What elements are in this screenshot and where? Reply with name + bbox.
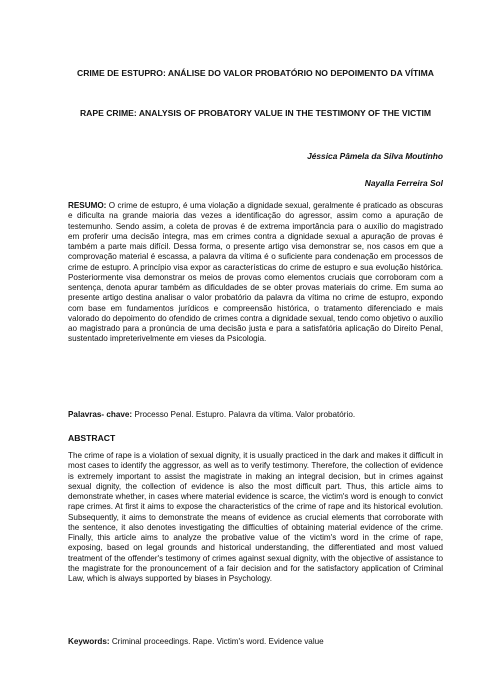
abstract-heading: ABSTRACT (68, 433, 116, 443)
abstract-text: The crime of rape is a violation of sexual dignity, it is usually practiced in the dark and makes it difficult in most cases to identify the aggressor, as well as to verify testimony. Therefore, the collection of evidence is extremely important to assist the magistrate in making an integral decision, but in crimes against sexual dignity, the collection of evidence is also the most difficult part. Thus, this article aims to demonstrate whether, in cases where material evidence is scarce, the victim's word is enough to convict rape crimes. At first it aims to expose the characteristics of the crime of rape and its historical evolution. Subsequently, it aims to demonstrate the means of evidence as crucial elements that corroborate with the sentence, it also denotes investigating the difficulties of obtaining material evidence of the crime. Finally, this article aims to analyze the probative value of the victim's word in the crime of rape, exposing, based on legal grounds and historical understanding, the differentiated and most valued treatment of the offender's testimony of crimes against sexual dignity, with the objective of assistance to the magistrate for the pronouncement of a fair decision and for the satisfactory application of Criminal Law, which is always supported by biases in Psychology. (68, 451, 443, 583)
title-portuguese: CRIME DE ESTUPRO: ANÁLISE DO VALOR PROBATÓRIO NO DEPOIMENTO DA VÍTIMA (77, 68, 434, 78)
resumo-label: RESUMO: (68, 201, 107, 210)
palavras-chave-paragraph (68, 410, 443, 420)
abstract-paragraph (68, 451, 443, 584)
keywords-paragraph (68, 637, 443, 647)
palavras-chave-label: Palavras- chave: (68, 410, 133, 419)
title-english: RAPE CRIME: ANALYSIS OF PROBATORY VALUE IN THE TESTIMONY OF THE VICTIM (79, 108, 432, 118)
author-1: Jéssica Pâmela da Silva Moutinho (307, 151, 443, 161)
palavras-chave-text: Processo Penal. Estupro. Palavra da vítima. Valor probatório. (134, 410, 356, 419)
author-2: Nayalla Ferreira Sol (364, 178, 443, 188)
keywords-text: Criminal proceedings. Rape. Victim's word. Evidence value (111, 637, 324, 646)
resumo-text: O crime de estupro, é uma violação a dignidade sexual, geralmente é praticado as obscuras e dificulta na grande maioria das vezes a identificação do agressor, assim como a apuração de testemunho. Sendo assim, a coleta de provas é de extrema importância para o auxílio do magistrado em proferir uma decisão íntegra, mas em crimes contra a dignidade sexual a apuração de provas é também a parte mais difícil. Dessa forma, o presente artigo visa demonstrar se, nos casos em que a comprovação material é escassa, a palavra da vítima é o suficiente para condenação em processos de crime de estupro. A princípio visa expor as características do crime de estupro e sua evolução histórica. Posteriormente visa demonstrar os meios de provas como elementos cruciais que corroboram com a sentença, denota apurar também as dificuldades de se obter provas materiais do crime. Em suma ao presente artigo destina analisar o valor probatório da palavra da vítima no crime de estupro, expondo com base em fundamentos jurídicos e compreensão histórica, o tratamento diferenciado e mais valorado do depoimento do ofendido de crimes contra a dignidade sexual, tendo como objetivo o auxílio ao magistrado para a pronúncia de uma decisão justa e para a satisfatória aplicação do Direito Penal, sustentado impreterivelmente em vieses da Psicologia. (68, 201, 443, 344)
keywords-label: Keywords: (68, 637, 110, 646)
resumo-paragraph (68, 201, 443, 345)
